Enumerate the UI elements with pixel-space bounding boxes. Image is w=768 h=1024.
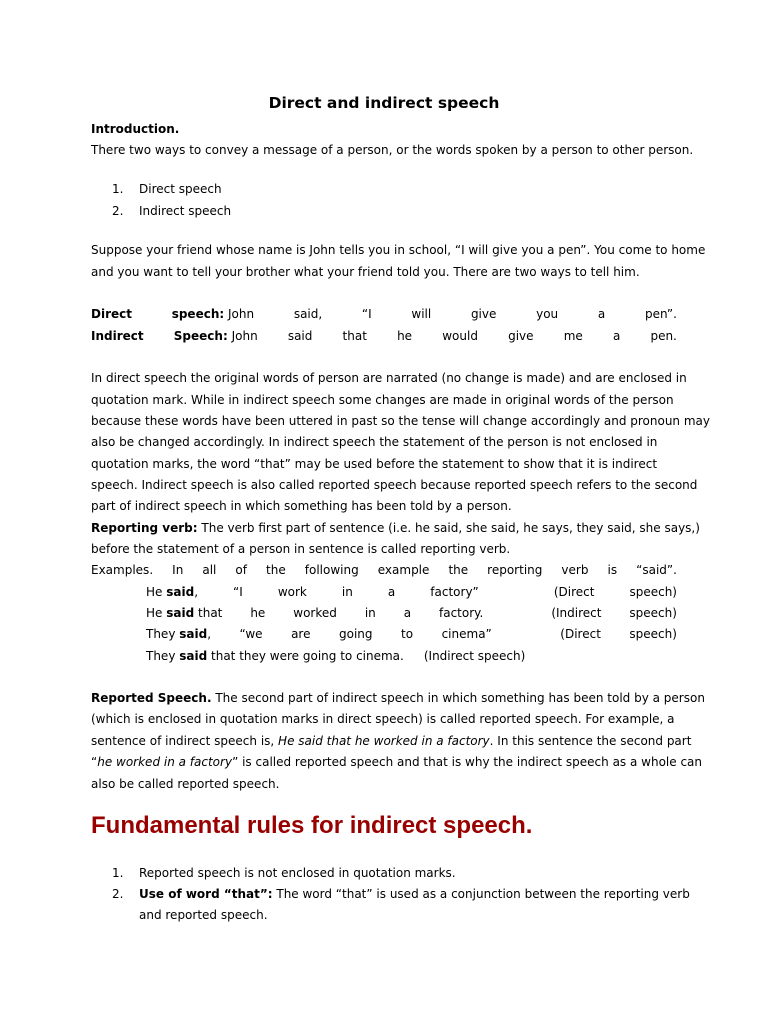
list-item: Reported speech is not enclosed in quotation marks. [139,866,456,880]
indirect-speech-example: Indirect Speech: John said that he would give me a pen. [91,329,677,343]
paragraph-line: part of indirect speech in which something has been told by a person. [91,499,512,513]
list-item-continued: and reported speech. [139,908,268,922]
paragraph-line: because these words have been uttered in past so the tense will change accordingly and pronoun may [91,414,710,428]
section-heading: Fundamental rules for indirect speech. [91,812,533,839]
list-item: Indirect speech [139,204,232,218]
list-item: Use of word “that”: The word “that” is used as a conjunction between the reporting verb [139,887,690,901]
examples-intro: Examples. In all of the following example the reporting verb is “said”. [91,563,677,577]
paragraph-line: quotation mark. While in indirect speech some changes are made in original words of the person [91,393,674,407]
example-line: He said, “I work in a factory” (Direct speech) [146,585,677,599]
direct-speech-example: Direct speech: John said, “I will give you a pen”. [91,307,677,321]
paragraph-line: sentence of indirect speech is, He said that he worked in a factory. In this sentence the second part [91,734,692,748]
example-line: They said, “we are going to cinema” (Direct speech) [146,627,677,641]
intro-heading: Introduction. [91,122,180,136]
paragraph-line: “he worked in a factory” is called reported speech and that is why the indirect speech as a whole can [91,755,703,769]
paragraph-line: (which is enclosed in quotation marks in direct speech) is called reported speech. For example, a [91,712,675,726]
page-title: Direct and indirect speech [268,94,500,112]
list-number: 2. [112,204,124,218]
list-number: 1. [112,866,124,880]
example-line: He said that he worked in a factory. (Indirect speech) [146,606,677,620]
paragraph-line: also be changed accordingly. In indirect speech the statement of the person is not enclosed in [91,435,658,449]
paragraph-line: before the statement of a person in sentence is called reporting verb. [91,542,511,556]
paragraph-line: also be called reported speech. [91,777,280,791]
intro-text: There two ways to convey a message of a person, or the words spoken by a person to other person. [91,143,694,157]
list-item: Direct speech [139,182,222,196]
paragraph-line: and you want to tell your brother what your friend told you. There are two ways to tell him. [91,265,640,279]
list-number: 1. [112,182,124,196]
paragraph-line: speech. Indirect speech is also called reported speech because reported speech refers to the second [91,478,698,492]
reporting-verb-definition: Reporting verb: The verb first part of sentence (i.e. he said, she said, he says, they said, she says,) [91,521,700,535]
paragraph-line: quotation marks, the word “that” may be used before the statement to show that it is indirect [91,457,658,471]
paragraph-line: In direct speech the original words of person are narrated (no change is made) and are enclosed in [91,371,687,385]
reported-speech-definition: Reported Speech. The second part of indirect speech in which something has been told by a person [91,691,705,705]
paragraph-line: Suppose your friend whose name is John tells you in school, “I will give you a pen”. You come to home [91,243,706,257]
list-number: 2. [112,887,124,901]
example-line: They said that they were going to cinema. (Indirect speech) [146,649,526,663]
